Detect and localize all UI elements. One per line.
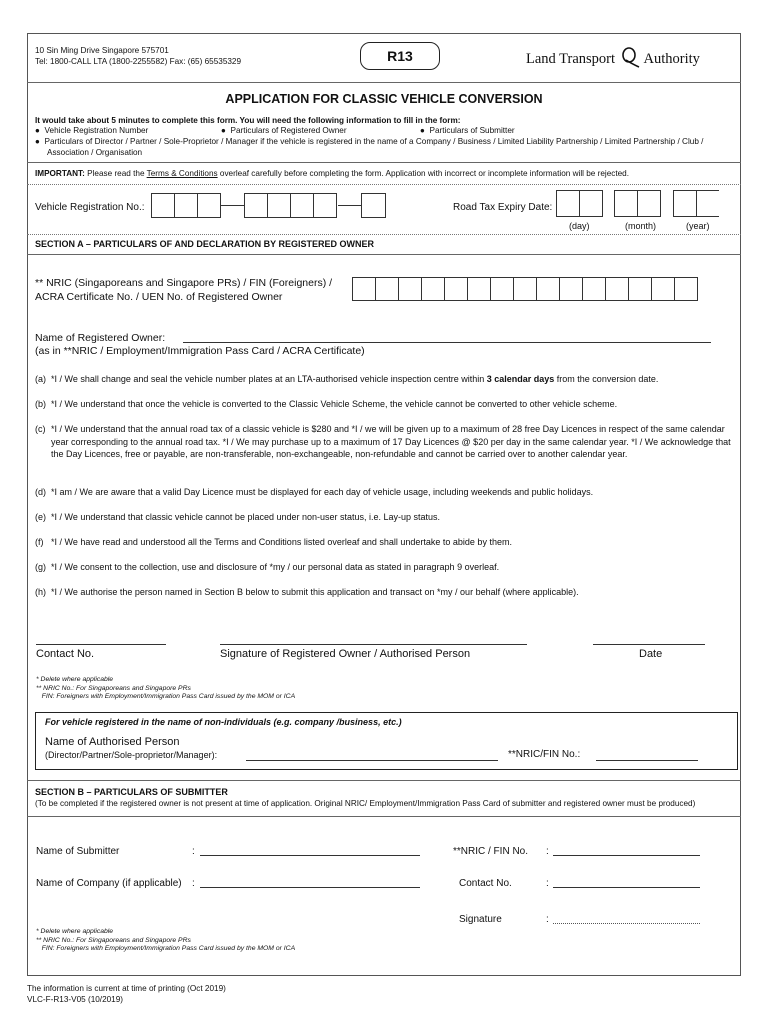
authorised-person-field[interactable] bbox=[246, 760, 498, 761]
submitter-contact-field[interactable] bbox=[553, 887, 700, 888]
submitter-nric-field[interactable] bbox=[553, 855, 700, 856]
page-title: APPLICATION FOR CLASSIC VEHICLE CONVERSION bbox=[225, 92, 543, 106]
important-note: IMPORTANT: Please read the Terms & Conditions overleaf carefully before completing the form. Application with incorrect or incomplete information will be rejected. bbox=[35, 169, 630, 178]
logo-text-left: Land Transport bbox=[526, 51, 616, 67]
form-code-badge bbox=[360, 42, 440, 70]
company-name-label: Name of Company (if applicable) bbox=[36, 878, 182, 889]
road-tax-day-field[interactable] bbox=[557, 190, 603, 217]
vehicle-reg-label: Vehicle Registration No.: bbox=[35, 202, 145, 213]
owner-name-field[interactable] bbox=[183, 342, 711, 343]
owner-signature-label: Signature of Registered Owner / Authorised Person bbox=[220, 648, 471, 660]
section-a-notes: * Delete where applicable ** NRIC No.: For Singaporeans and Singapore PRs FIN: Foreigners with Employment/Immigration Pass Card issued by the MOM or ICA bbox=[36, 676, 296, 700]
intro-bullet-3: ● Particulars of Submitter bbox=[420, 126, 515, 135]
submitter-name-label: Name of Submitter bbox=[36, 846, 120, 857]
footer-form-version: VLC-F-R13-V05 (10/2019) bbox=[27, 995, 124, 1004]
intro-bullet-4-cont: Association / Organisation bbox=[47, 148, 143, 157]
submitter-signature-label: Signature bbox=[459, 914, 502, 925]
logo-text-right: Authority bbox=[643, 51, 700, 67]
road-tax-year-field[interactable] bbox=[674, 190, 720, 217]
road-tax-label: Road Tax Expiry Date: bbox=[453, 202, 553, 213]
submitter-name-field[interactable] bbox=[200, 855, 420, 856]
submitter-signature-field[interactable] bbox=[553, 923, 700, 924]
vehicle-reg-field-prefix[interactable] bbox=[152, 193, 221, 218]
lta-contact: Tel: 1800-CALL LTA (1800-2255582) Fax: (65) 65535329 bbox=[35, 57, 242, 66]
authorised-nric-field[interactable] bbox=[596, 760, 698, 761]
month-label: (month) bbox=[625, 221, 657, 231]
date-label: Date bbox=[639, 648, 663, 660]
section-b-heading: SECTION B – PARTICULARS OF SUBMITTER bbox=[35, 787, 228, 797]
road-tax-month-field[interactable] bbox=[615, 190, 661, 217]
terms-link[interactable]: Terms & Conditions bbox=[146, 169, 218, 178]
submitter-contact-label: Contact No. bbox=[459, 878, 512, 889]
owner-name-label: Name of Registered Owner: (as in **NRIC / Employment/Immigration Pass Card / ACRA Certificate) bbox=[35, 332, 365, 357]
contact-no-label: Contact No. bbox=[36, 648, 95, 660]
vehicle-reg-field-number[interactable] bbox=[245, 193, 337, 218]
owner-id-field[interactable] bbox=[353, 277, 698, 301]
lta-logo bbox=[526, 46, 700, 68]
authorised-role-label: (Director/Partner/Sole-proprietor/Manager): bbox=[45, 750, 218, 760]
lta-emblem-icon bbox=[620, 46, 640, 68]
lta-address: 10 Sin Ming Drive Singapore 575701 bbox=[35, 46, 169, 55]
intro-bullet-2: ● Particulars of Registered Owner bbox=[221, 126, 347, 135]
footer-print-note: The information is current at time of printing (Oct 2019) bbox=[27, 984, 226, 993]
non-individual-heading: For vehicle registered in the name of non-individuals (e.g. company /business, etc.) bbox=[45, 717, 402, 727]
owner-id-label: ** NRIC (Singaporeans and Singapore PRs) / FIN (Foreigners) / ACRA Certificate No. / UEN No. of Registered Owner bbox=[35, 277, 333, 303]
authorised-nric-label: **NRIC/FIN No.: bbox=[508, 749, 581, 760]
contact-no-field[interactable] bbox=[36, 644, 166, 645]
date-field[interactable] bbox=[593, 644, 705, 645]
intro-lead: It would take about 5 minutes to complete this form. You will need the following information to fill in the form: bbox=[35, 116, 461, 125]
authorised-person-label: Name of Authorised Person bbox=[45, 736, 180, 748]
year-label: (year) bbox=[686, 221, 710, 231]
owner-signature-field[interactable] bbox=[220, 644, 527, 645]
submitter-nric-label: **NRIC / FIN No. bbox=[453, 846, 529, 857]
section-b-notes: * Delete where applicable ** NRIC No.: For Singaporeans and Singapore PRs FIN: Foreigners with Employment/Immigration Pass Card issued by the MOM or ICA bbox=[36, 928, 296, 952]
vehicle-reg-field-suffix[interactable] bbox=[362, 193, 386, 218]
section-a-heading: SECTION A – PARTICULARS OF AND DECLARATION BY REGISTERED OWNER bbox=[35, 239, 375, 249]
intro-bullet-4: ● Particulars of Director / Partner / Sole-Proprietor / Manager if the vehicle is registered in the name of a Company / Business / Limited Liability Partnership / Limited Partnership / Club / bbox=[35, 137, 704, 146]
day-label: (day) bbox=[569, 221, 590, 231]
intro-bullet-1: ● Vehicle Registration Number bbox=[35, 126, 149, 135]
company-name-field[interactable] bbox=[200, 887, 420, 888]
section-b-subheading: (To be completed if the registered owner is not present at time of application. Original NRIC/ Employment/Immigration Pass Card of submitter and registered owner must be produced) bbox=[35, 799, 696, 808]
form-code: R13 bbox=[387, 48, 413, 64]
